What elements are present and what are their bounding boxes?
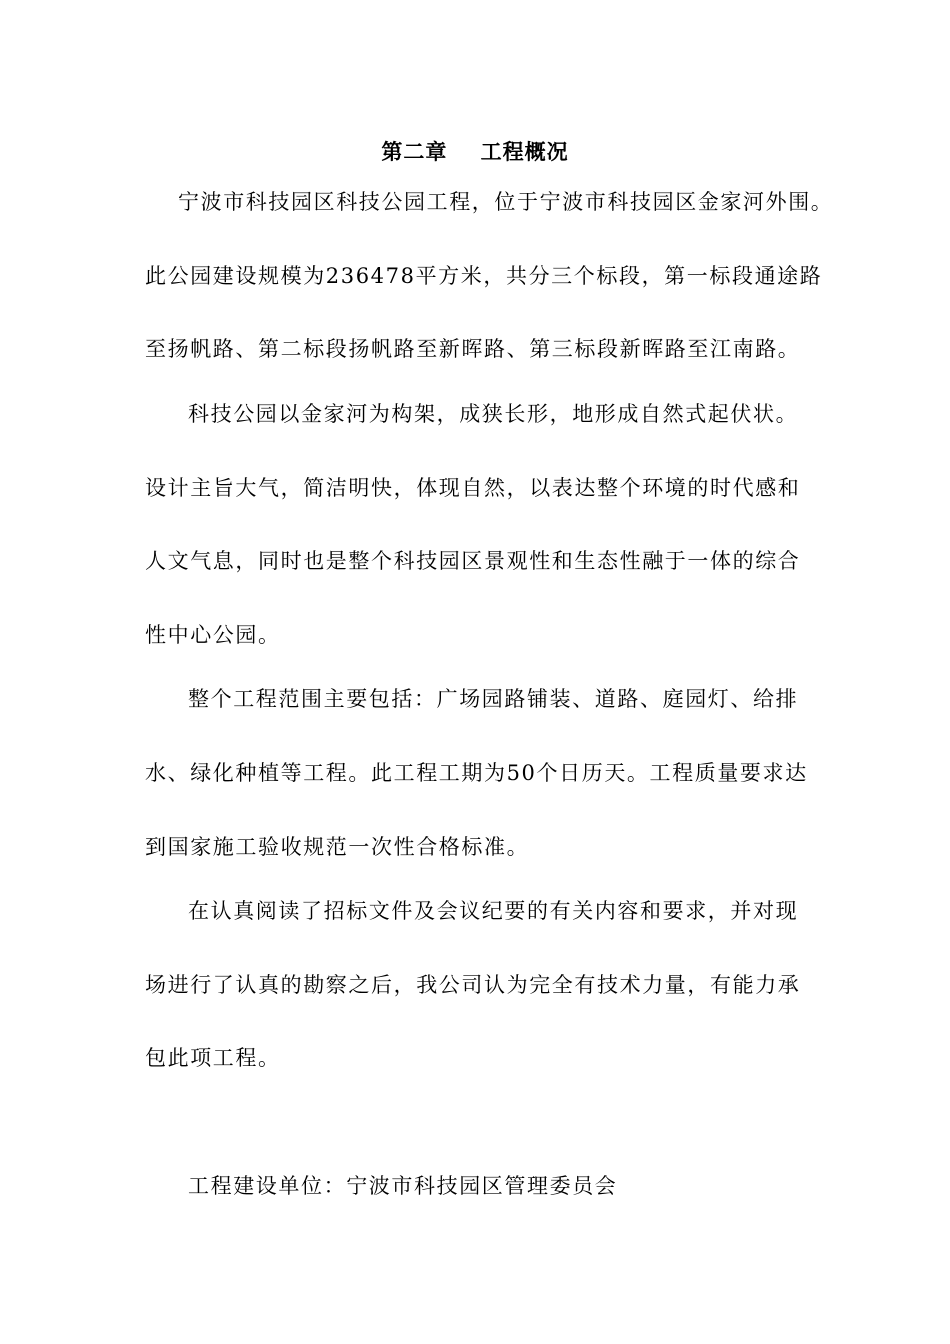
paragraph-1-line-1: 宁波市科技园区科技公园工程，位于宁波市科技园区金家河外围。 <box>178 190 834 214</box>
paragraph-1-line-3: 至扬帆路、第二标段扬帆路至新晖路、第三标段新晖路至江南路。 <box>145 337 801 361</box>
paragraph-4-line-2: 场进行了认真的勘察之后，我公司认为完全有技术力量，有能力承 <box>145 973 801 997</box>
paragraph-4-line-1: 在认真阅读了招标文件及会议纪要的有关内容和要求，并对现 <box>188 899 799 923</box>
paragraph-2-line-4: 性中心公园。 <box>145 623 281 647</box>
paragraph-4-line-3: 包此项工程。 <box>145 1046 281 1070</box>
construction-owner-line: 工程建设单位：宁波市科技园区管理委员会 <box>188 1174 618 1198</box>
chapter-title: 第二章 工程概况 <box>381 139 569 164</box>
paragraph-2-line-3: 人文气息，同时也是整个科技园区景观性和生态性融于一体的综合 <box>145 549 801 573</box>
paragraph-2-line-1: 科技公园以金家河为构架，成狭长形，地形成自然式起伏状。 <box>188 402 799 426</box>
paragraph-1-line-2: 此公园建设规模为236478平方米，共分三个标段，第一标段通途路 <box>145 264 823 288</box>
paragraph-3-line-3: 到国家施工验收规范一次性合格标准。 <box>145 835 530 859</box>
paragraph-3-line-2: 水、绿化种植等工程。此工程工期为50个日历天。工程质量要求达 <box>145 761 808 785</box>
paragraph-3-line-1: 整个工程范围主要包括：广场园路铺装、道路、庭园灯、给排 <box>188 687 799 711</box>
paragraph-2-line-2: 设计主旨大气，简洁明快，体现自然，以表达整个环境的时代感和 <box>145 476 801 500</box>
